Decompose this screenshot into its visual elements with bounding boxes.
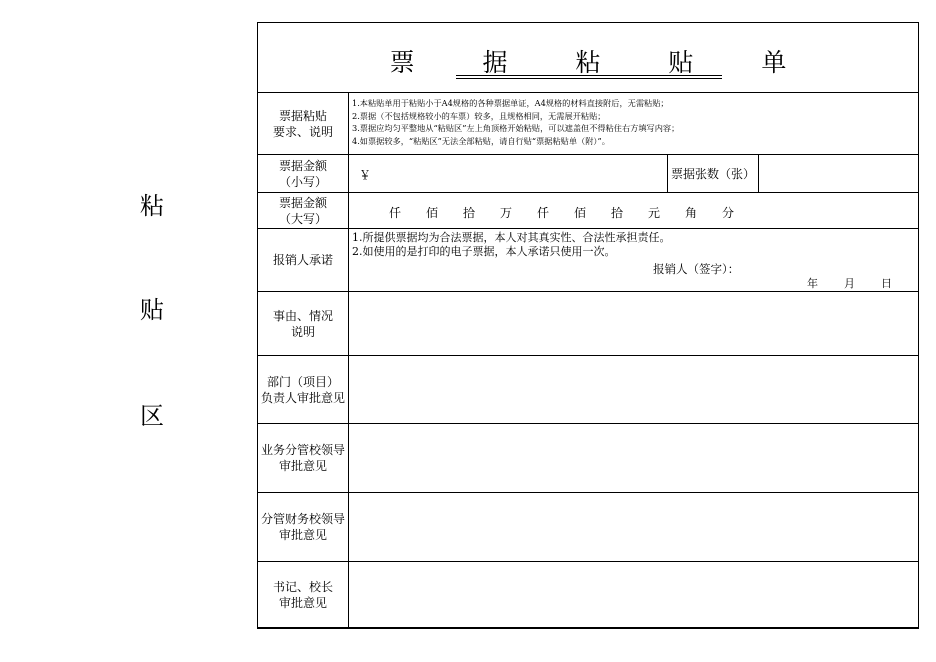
- unit-shi: 拾: [463, 206, 476, 220]
- secretary-president-approval-row: [258, 562, 918, 628]
- signature-field[interactable]: 报销人（签字）：: [653, 262, 740, 276]
- unit-wan: 万: [500, 206, 513, 220]
- dept-approval-row: [258, 356, 918, 424]
- date-year: 年: [807, 277, 818, 290]
- requirements-row: [258, 93, 918, 155]
- amount-lowercase-row: [258, 155, 918, 193]
- reason-label: 事由、情况 说明: [258, 292, 349, 355]
- title-row: [258, 23, 918, 93]
- reason-field[interactable]: [349, 292, 918, 355]
- amount-uppercase-field[interactable]: [349, 193, 918, 228]
- unit-yuan: 元: [648, 206, 661, 220]
- promise-content: [349, 229, 918, 291]
- unit-qian: 仟: [537, 206, 550, 220]
- promise-item: 2.如使用的是打印的电子票据，本人承诺只使用一次。: [352, 245, 616, 258]
- title-underline: [456, 75, 722, 76]
- finance-leader-approval-row: [258, 493, 918, 562]
- dept-approval-field[interactable]: [349, 356, 918, 423]
- requirement-item: 2.票据（不包括规格较小的车票）较多，且规格相同，无需展开粘贴；: [352, 110, 606, 121]
- requirement-item: 3.票据应均匀平整地从“粘贴区”左上角顶格开始粘贴，可以遮盖但不得粘住右方填写内容；: [352, 123, 680, 133]
- finance-leader-approval-label: 分管财务校领导 审批意见: [258, 493, 349, 561]
- amount-uppercase-label: 票据金额 （大写）: [258, 193, 349, 228]
- business-leader-approval-label: 业务分管校领导 审批意见: [258, 424, 349, 492]
- business-leader-approval-field[interactable]: [349, 424, 918, 492]
- requirements-label: 票据粘贴 要求、说明: [258, 93, 349, 154]
- secretary-president-approval-field[interactable]: [349, 562, 918, 628]
- amount-lowercase-field[interactable]: [349, 155, 918, 192]
- requirements-content: [349, 93, 918, 154]
- form-title: 票 据 粘 贴 单: [389, 48, 817, 77]
- receipt-paste-form: [257, 22, 919, 629]
- yuan-symbol: ￥: [359, 168, 372, 182]
- reason-row: [258, 292, 918, 356]
- paste-area-label-char-2: 贴: [140, 296, 164, 324]
- paste-area-label-char-1: 粘: [140, 192, 164, 220]
- receipt-count-label: 票据张数（张）: [667, 155, 759, 192]
- unit-bai: 佰: [426, 206, 439, 220]
- unit-fen: 分: [722, 206, 735, 220]
- finance-leader-approval-field[interactable]: [349, 493, 918, 561]
- title-underline-double: [456, 78, 722, 79]
- dept-approval-label: 部门（项目） 负责人审批意见: [258, 356, 349, 423]
- unit-qian: 仟: [389, 206, 402, 220]
- unit-jiao: 角: [685, 206, 698, 220]
- reimburser-promise-row: [258, 229, 918, 292]
- amount-lowercase-label: 票据金额 （小写）: [258, 155, 349, 192]
- unit-shi: 拾: [611, 206, 624, 220]
- paste-area-label-char-3: 区: [140, 402, 164, 430]
- promise-item: 1.所提供票据均为合法票据，本人对其真实性、合法性承担责任。: [352, 231, 671, 244]
- promise-label: 报销人承诺: [258, 229, 349, 291]
- date-field[interactable]: [807, 275, 918, 291]
- business-leader-approval-row: [258, 424, 918, 493]
- amount-uppercase-row: [258, 193, 918, 229]
- requirement-item: 4.如票据较多，“粘贴区”无法全部粘贴，请自行贴“票据粘贴单（附）”。: [352, 135, 610, 146]
- date-day: 日: [881, 277, 892, 290]
- unit-bai: 佰: [574, 206, 587, 220]
- requirement-item: 1.本粘贴单用于粘贴小于A4规格的各种票据单证，A4规格的材料直接附后，无需粘贴；: [352, 98, 669, 108]
- date-month: 月: [844, 277, 855, 290]
- secretary-president-approval-label: 书记、校长 审批意见: [258, 562, 349, 628]
